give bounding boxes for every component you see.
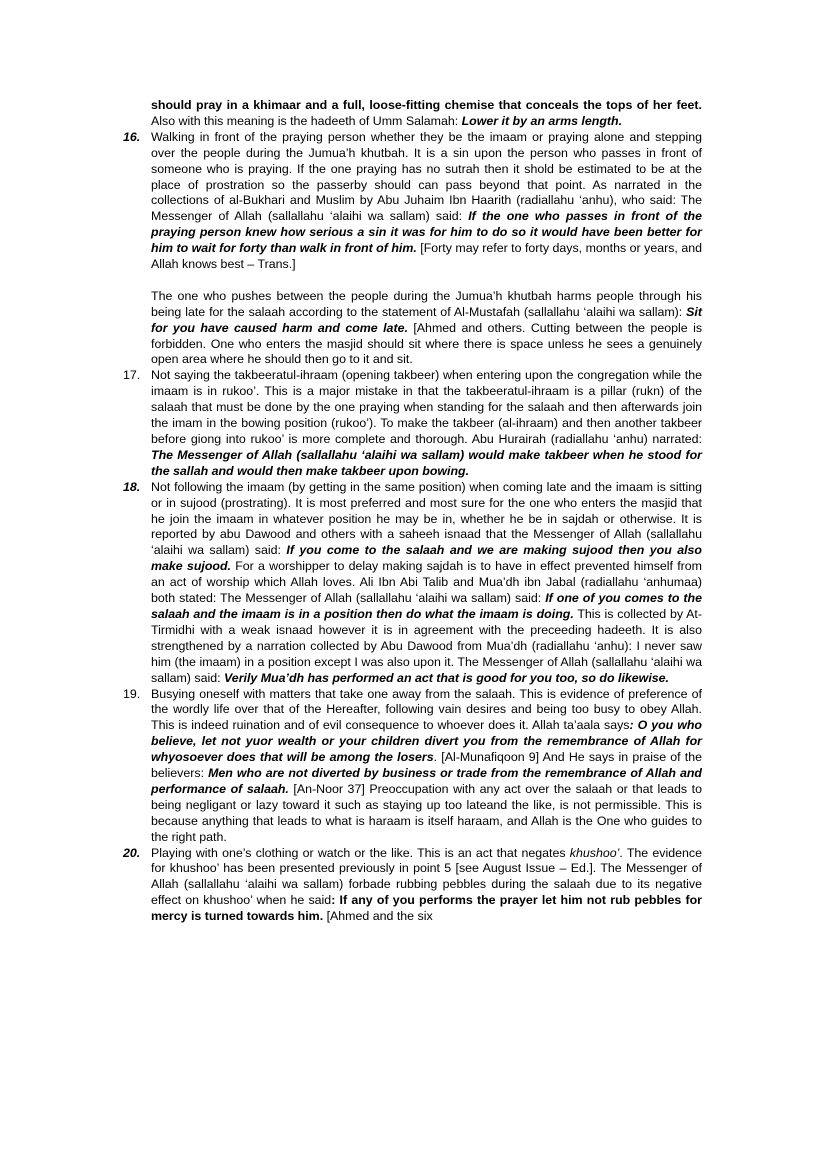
body-text: Not following the imaam (by getting in the same position) when coming late and the imaam is sitting or in sujood (prostrating). It is most preferred and most sure for the one who enters the masjid that he join the imaam in whatever position he may be in, whether he be in sajdah or otherwise. It is reported by abu Dawood and others with a saheeh isnaad that the Messenger of Allah (sallallahu ‘alaihi wa sallam) said: [151, 479, 702, 558]
body-text: The one who pushes between the people during the Jumua’h khutbah harms people through his being late for the salaah according to the statement of Al-Mustafah (sallallahu ‘alaihi wa sallam): [151, 288, 702, 319]
bold-text: should pray in a khimaar and a full, loose-fitting chemise that conceals the tops of her feet. [151, 98, 702, 112]
quran-quote: Men who are not diverted by business or trade from the remembrance of Allah and performance of salaah. [151, 766, 702, 796]
item-number: 19. [123, 686, 141, 701]
body-text: Playing with one’s clothing or watch or the like. This is an act that negates [151, 845, 570, 860]
hadeeth-quote: If you come to the salaah and we are making sujood then you also make sujood. [151, 543, 702, 574]
item-number: 17. [123, 368, 141, 383]
body-text: . [Al-Munafiqoon 9] And He says in praise of the believers: [151, 750, 702, 781]
list-item-20 [123, 845, 702, 926]
body-text: For a worshipper to delay making sajdah is to have in effect prevented himself from an act of worship which Allah loves. Ali Ibn Abi Talib and Mua’dh ibn Jabal (radiallahu ‘anhumaa) both stated: The Messenger of Allah (sallallahu ‘alaihi wa sallam) said: [151, 559, 702, 606]
item-number: 16. [123, 129, 141, 144]
quran-quote: : O you who believe, let not yuor wealth or your children divert you from the remembrance of Allah for whyosoever does that will be among the losers [151, 718, 702, 765]
hadeeth-quote: : If any of you performs the prayer let him not rub pebbles for mercy is turned towards him. [151, 893, 702, 924]
hadeeth-quote: Verily Mua’dh has performed an act that is good for you too, so do likewise. [224, 670, 669, 685]
body-text: Also with this meaning is the hadeeth of Umm Salamah: [151, 113, 462, 128]
body-text: [Forty may refer to forty days, months or years, and Allah knows best – Trans.] [151, 241, 703, 272]
paragraph-gap [151, 273, 702, 289]
hadeeth-quote: Lower it by an arms length. [461, 113, 623, 128]
body-text: Not saying the takbeeratul-ihraam (opening takbeer) when entering upon the congregation while the imaam is in rukoo’. This is a major mistake in that the takbeeratul-ihraam is a pillar (rukn) of the salaah that must be done by the one praying when standing for the salaah and then afterwards join the imam in the bowing position (rukoo’). To make the takbeer (al-ihraam) and then another takbeer before giong into rukoo’ is more complete and thorough. Abu Hurairah (radiallahu ‘anhu) narrated: [151, 368, 702, 447]
hadeeth-quote: If the one who passes in front of the praying person knew how serious a sin it was for him to do so it would have been better for him to wait for forty than walk in front of him. [151, 209, 703, 256]
hadeeth-quote: Sit for you have caused harm and come late. [151, 304, 702, 335]
body-text: Walking in front of the praying person whether they be the imaam or praying alone and stepping over the people during the Jumua’h khutbah. It is a sin upon the person who passes in front of someone who is praying. If the one praying has no sutrah then it shold be estimated to be at the place of prostration so the passerby should can pass beyond that point. As narrated in the collections of al-Bukhari and Muslim by Abu Juhaim Ibn Haarith (radiallahu ‘anhu), who said: The Messenger of Allah (sallallahu ‘alaihi wa sallam) said: [151, 129, 702, 224]
list-item-19 [123, 686, 703, 846]
body-text: [Ahmed and others. Cutting between the people is forbidden. One who enters the masjid should sit where there is space unless he sees a genuinely open area where he should then go to it and sit. [151, 320, 703, 367]
list-item-16 [123, 129, 703, 369]
item-number: 20. [123, 845, 141, 860]
body-text: . The evidence for khushoo’ has been presented previously in point 5 [see August Issue – Ed.]. The Messenger of Allah (sallallahu ‘alaihi wa sallam) forbade rubbing pebbles during the salaah due to its negative effect on khushoo’ when he said [151, 845, 702, 908]
italic-term: khushoo’ [569, 845, 620, 860]
document-page [0, 98, 826, 925]
hadeeth-quote: If one of you comes to the salaah and the imaam is in a position then do what the imaam is doing. [151, 591, 702, 621]
hadeeth-quote: The Messenger of Allah (sallallahu ‘alaihi wa sallam) would make takbeer when he stood for the sallah and would then make takbeer upon bowing. [151, 447, 702, 478]
body-text: [Ahmed and the six [323, 909, 433, 924]
list-item-17 [123, 368, 702, 479]
item-number: 18. [123, 479, 141, 494]
body-text: [An-Noor 37] Preoccupation with any act over the salaah or that leads to being negligant or lazy toward it such as staying up too lateand the like, is not permissible. This is because anything that leads to what is haraam is itself haraam, and Allah is the One who guides to the right path. [151, 781, 703, 844]
body-text: This is collected by At-Tirmidhi with a weak isnaad however it is in agreement with the preceeding hadeeth. It is also strengthened by a narration collected by Abu Dawood from Mua’dh (radiallahu ‘anhu): I never saw him (the imaam) in a position except I was also upon it. The Messenger of Allah (sallallahu ‘alaihi wa sallam) said: [151, 606, 702, 685]
continuation-paragraph [151, 98, 702, 130]
body-text: Busying oneself with matters that take one away from the salaah. This is evidence of preference of the wordly life over that of the Hereafter, following vain desires and being too busy to obey Allah. This is indeed ruination and of evil consequence to whoever does it. Allah ta’aala says [151, 686, 702, 733]
list-item-18 [123, 479, 702, 687]
